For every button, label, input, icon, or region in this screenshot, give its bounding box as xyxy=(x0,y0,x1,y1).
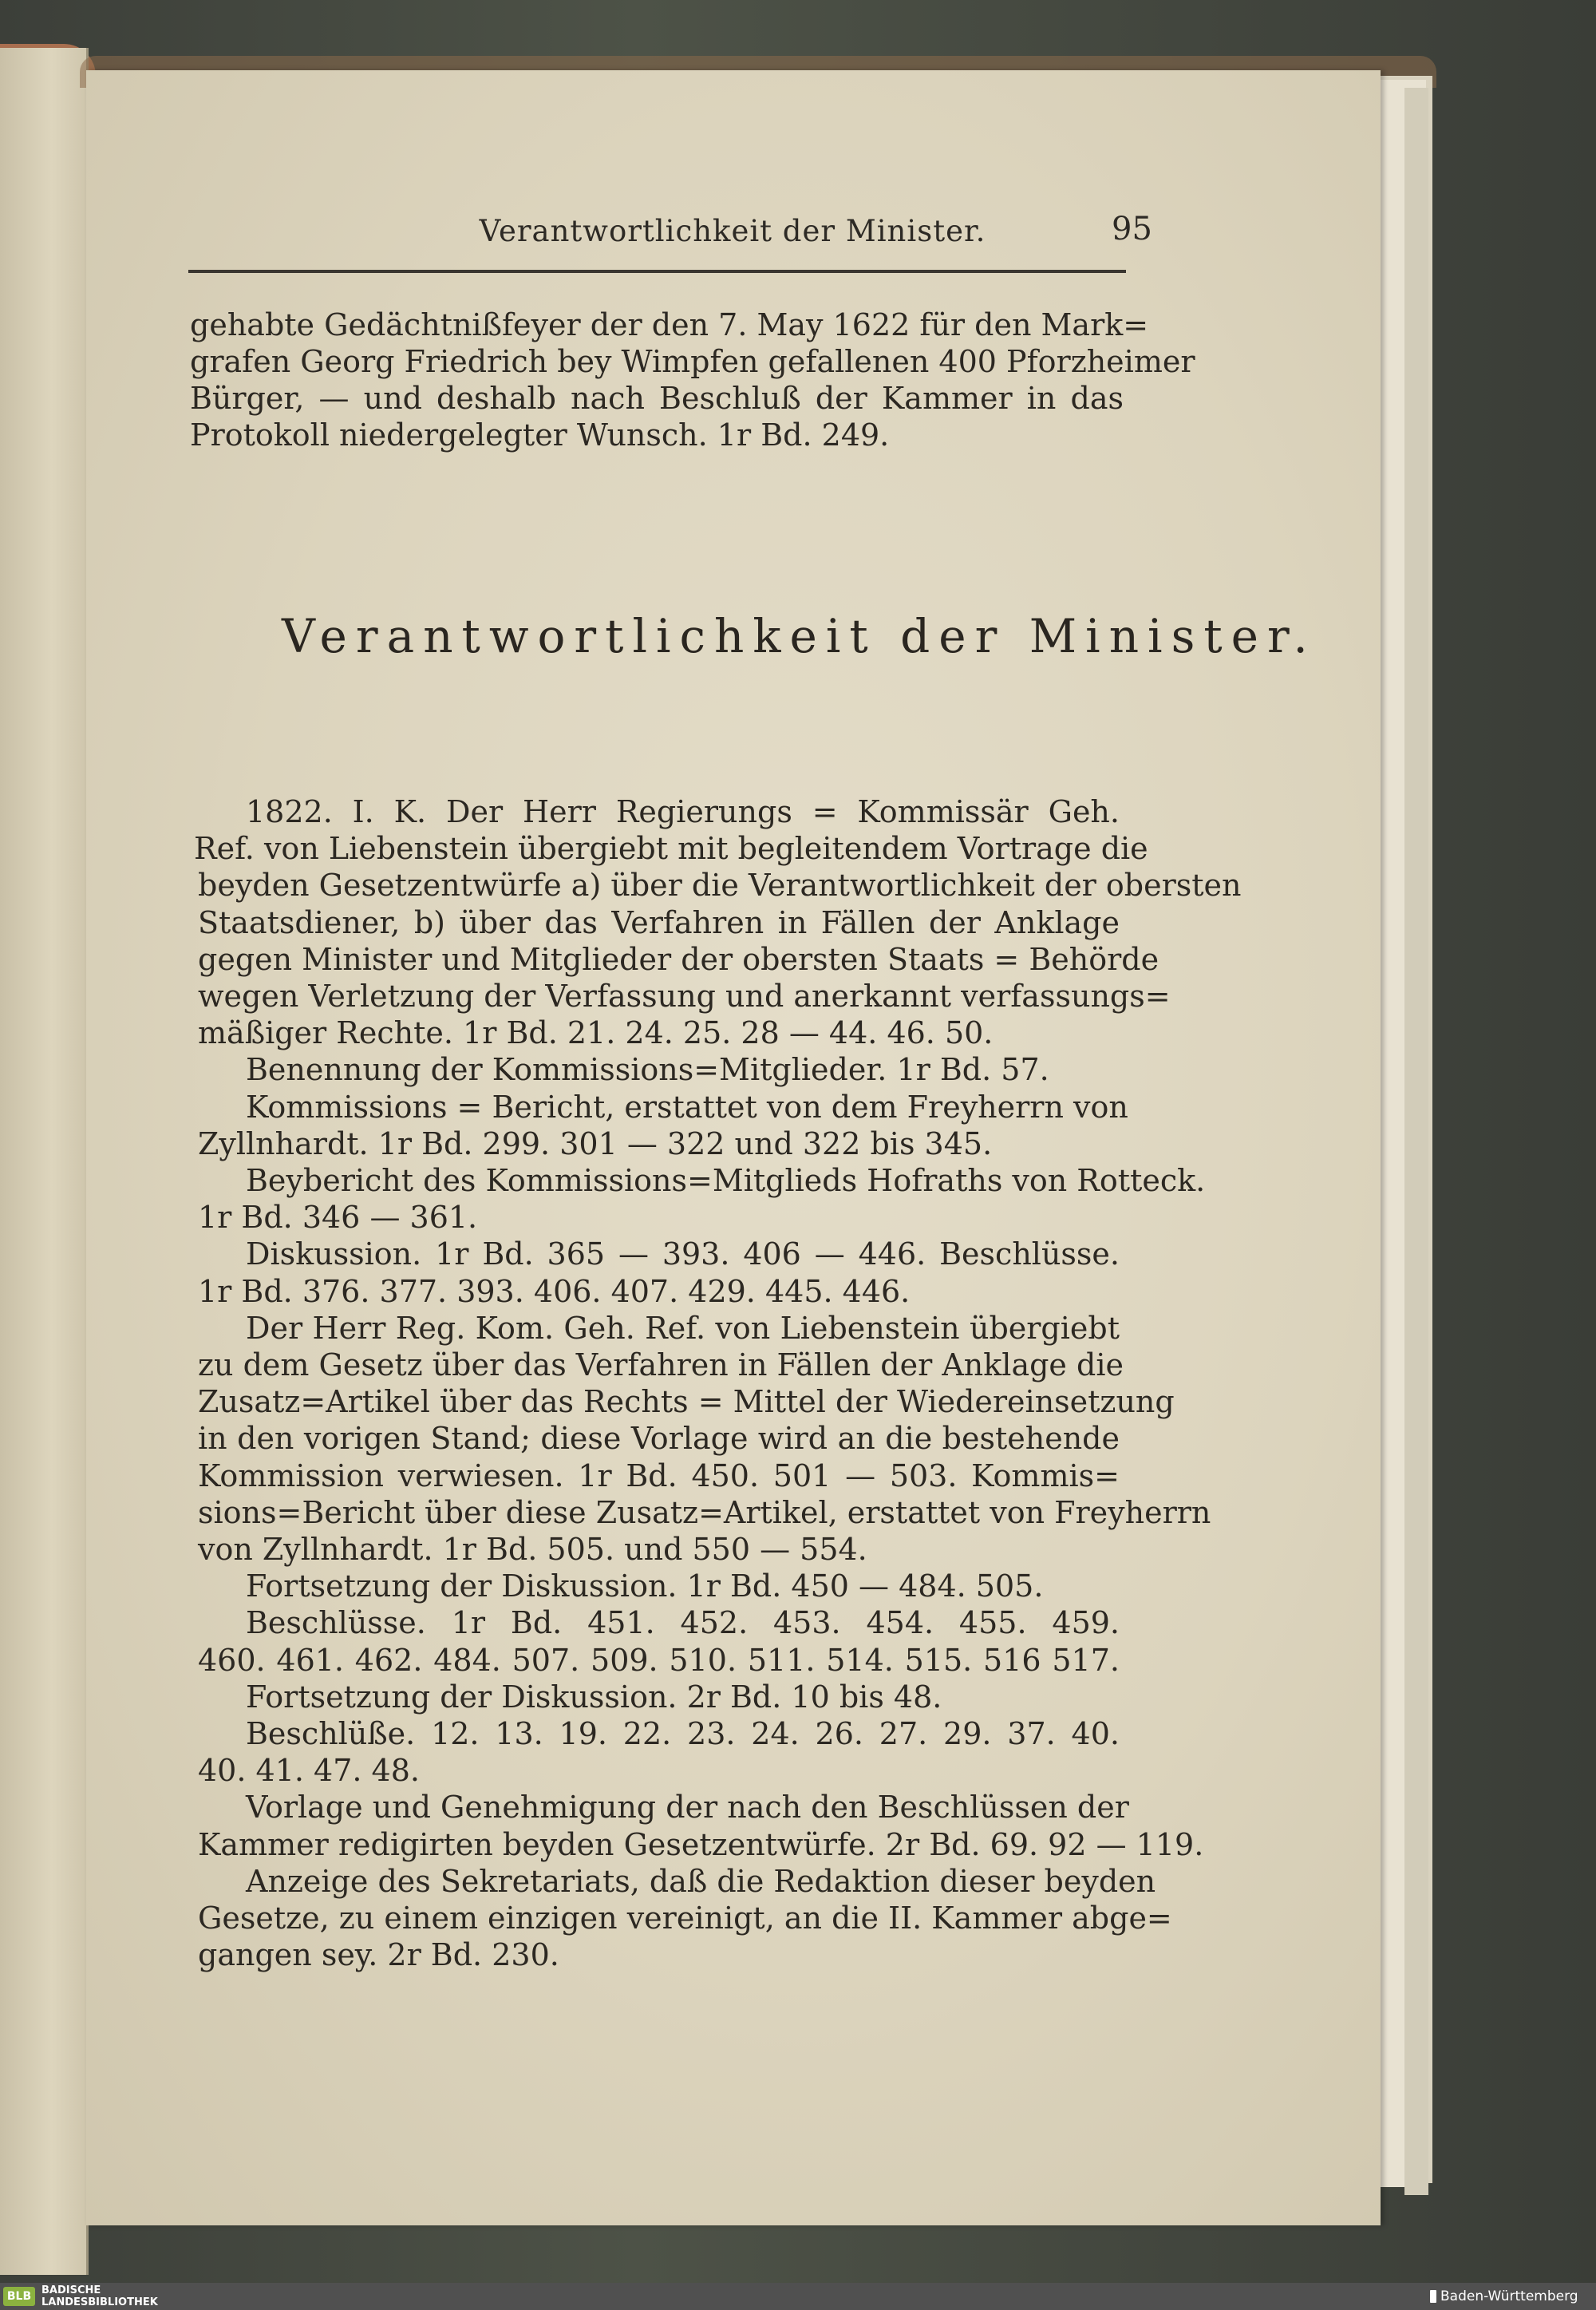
text-line: 40. 41. 47. 48. xyxy=(198,1753,420,1788)
text-line: Protokoll niedergelegter Wunsch. 1r Bd. 249. xyxy=(190,417,890,453)
text-line: grafen Georg Friedrich bey Wimpfen gefallenen 400 Pforzheimer xyxy=(190,344,1195,379)
library-name[interactable] xyxy=(41,2284,158,2308)
header-rule xyxy=(188,270,1126,273)
state-logo[interactable]: Baden-Württemberg xyxy=(1440,2288,1578,2304)
running-head: Verantwortlichkeit der Minister. xyxy=(479,214,986,248)
text-line: gegen Minister und Mitglieder der obersten Staats = Behörde xyxy=(198,942,1159,977)
text-line: gehabte Gedächtnißfeyer der den 7. May 1622 für den Mark= xyxy=(190,307,1149,342)
text-line: Beschlüße. 12. 13. 19. 22. 23. 24. 26. 27. 29. 37. 40. xyxy=(246,1716,1120,1751)
text-line: beyden Gesetzentwürfe a) über die Verantwortlichkeit der obersten xyxy=(198,868,1242,903)
text-line: Diskussion. 1r Bd. 365 — 393. 406 — 446. Beschlüsse. xyxy=(246,1236,1120,1272)
text-line: Fortsetzung der Diskussion. 1r Bd. 450 — 484. 505. xyxy=(246,1568,1044,1604)
text-line: Beschlüsse. 1r Bd. 451. 452. 453. 454. 455. 459. xyxy=(246,1605,1120,1640)
text-line: Kommissions = Bericht, erstattet von dem Freyherrn von xyxy=(246,1090,1128,1125)
page-number: 95 xyxy=(1112,211,1152,247)
state-logo-icon xyxy=(1430,2290,1436,2303)
text-line: 460. 461. 462. 484. 507. 509. 510. 511. 514. 515. 516 517. xyxy=(198,1643,1120,1678)
text-line: Vorlage und Genehmigung der nach den Beschlüssen der xyxy=(246,1790,1129,1825)
section-title: Verantwortlichkeit der Minister. xyxy=(282,609,1317,663)
text-line: Kommission verwiesen. 1r Bd. 450. 501 — 503. Kommis= xyxy=(198,1458,1120,1493)
text-line: Kammer redigirten beyden Gesetzentwürfe. 2r Bd. 69. 92 — 119. xyxy=(198,1827,1204,1862)
text-line: wegen Verletzung der Verfassung und anerkannt verfassungs= xyxy=(198,979,1171,1014)
previous-page-edge xyxy=(0,48,89,2275)
text-line: 1r Bd. 346 — 361. xyxy=(198,1200,478,1235)
text-line: Zyllnhardt. 1r Bd. 299. 301 — 322 und 322 bis 345. xyxy=(198,1126,993,1161)
text-line: mäßiger Rechte. 1r Bd. 21. 24. 25. 28 — 44. 46. 50. xyxy=(198,1015,994,1050)
viewer-footer xyxy=(0,2283,1596,2310)
text-line: Ref. von Liebenstein übergiebt mit begleitendem Vortrage die xyxy=(194,831,1148,866)
text-line: Zusatz=Artikel über das Rechts = Mittel der Wiedereinsetzung xyxy=(198,1384,1175,1419)
text-line: Gesetze, zu einem einzigen vereinigt, an die II. Kammer abge= xyxy=(198,1901,1172,1936)
text-line: Der Herr Reg. Kom. Geh. Ref. von Liebenstein übergiebt xyxy=(246,1311,1120,1346)
text-line: zu dem Gesetz über das Verfahren in Fällen der Anklage die xyxy=(198,1347,1124,1382)
text-line: Beybericht des Kommissions=Mitglieds Hofraths von Rotteck. xyxy=(246,1163,1206,1198)
text-line: Bürger, — und deshalb nach Beschluß der Kammer in das xyxy=(190,381,1124,416)
text-line: sions=Bericht über diese Zusatz=Artikel, erstattet von Freyherrn xyxy=(198,1495,1211,1530)
text-line: 1822. I. K. Der Herr Regierungs = Kommissär Geh. xyxy=(246,794,1120,829)
text-line: Fortsetzung der Diskussion. 2r Bd. 10 bis 48. xyxy=(246,1679,942,1715)
library-logo-icon[interactable]: BLB xyxy=(3,2287,35,2306)
text-line: gangen sey. 2r Bd. 230. xyxy=(198,1937,559,1972)
page-stack-edge xyxy=(1404,88,1428,2195)
library-name-line: LANDESBIBLIOTHEK xyxy=(41,2296,158,2308)
text-line: Staatsdiener, b) über das Verfahren in Fällen der Anklage xyxy=(198,905,1120,940)
text-line: Benennung der Kommissions=Mitglieder. 1r Bd. 57. xyxy=(246,1052,1049,1087)
book-page xyxy=(86,70,1381,2225)
library-name-line: BADISCHE xyxy=(41,2284,101,2296)
text-line: Anzeige des Sekretariats, daß die Redaktion dieser beyden xyxy=(246,1864,1156,1899)
text-line: in den vorigen Stand; diese Vorlage wird an die bestehende xyxy=(198,1421,1120,1456)
text-line: von Zyllnhardt. 1r Bd. 505. und 550 — 554. xyxy=(198,1532,867,1567)
text-line: 1r Bd. 376. 377. 393. 406. 407. 429. 445. 446. xyxy=(198,1274,911,1309)
